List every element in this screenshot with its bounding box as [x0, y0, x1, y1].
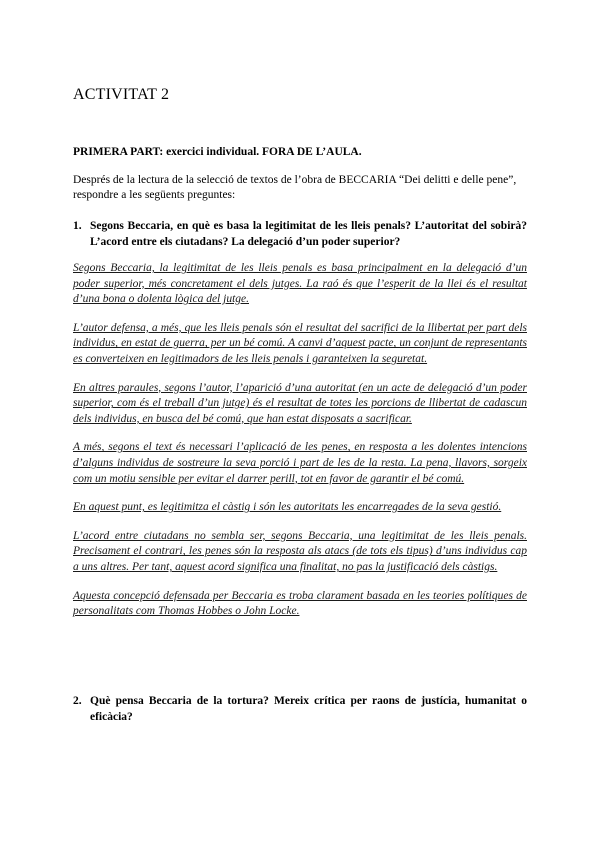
activity-title: ACTIVITAT 2	[73, 86, 170, 103]
question-text: Què pensa Beccaria de la tortura? Mereix crítica per raons de justícia, humanitat o eficàcia?	[90, 695, 527, 723]
question-1	[73, 218, 527, 250]
question-number: 2.	[73, 695, 82, 707]
answer-paragraph: Aquesta concepció defensada per Beccaria es troba clarament basada en les teories polítiques de personalitats com Thomas Hobbes o John Locke.	[73, 589, 527, 618]
answer-paragraph: En aquest punt, es legitimitza el càstig i són les autoritats les encarregades de la seva gestió.	[73, 501, 502, 514]
part-heading: PRIMERA PART: exercici individual. FORA DE L’AULA.	[73, 146, 362, 158]
answer-block	[73, 261, 527, 633]
question-2	[73, 693, 527, 725]
answer-paragraph: L’acord entre ciutadans no sembla ser, segons Beccaria, una legitimitat de les lleis penals. Precisament el contrari, les penes són la resposta als atacs (de tots els tipus) d’uns individus cap a uns altres. Per tant, aquest acord significa una finalitat, no pas la justificació dels càstigs.	[73, 529, 527, 573]
question-text: Segons Beccaria, en què es basa la legitimitat de les lleis penals? L’autoritat del sobirà? L’acord entre els ciutadans? La delegació d’un poder superior?	[90, 220, 527, 248]
answer-paragraph: A més, segons el text és necessari l’aplicació de les penes, en resposta a les dolentes intencions d’alguns individus de sostreure la seva porció i part de les de la resta. La pena, llavors, sorgeix com un motiu sensible per evitar el darrer perill, tot en favor de garantir el bé comú.	[73, 441, 527, 485]
answer-paragraph: En altres paraules, segons l’autor, l’aparició d’una autoritat (en un acte de delegació d’un poder superior, com és el treball d’un jutge) és el resultat de totes les porcions de llibertat de cadascun dels individus, en busca del bé comú, que han estat disposats a sacrificar.	[73, 381, 527, 425]
intro-paragraph: Després de la lectura de la selecció de textos de l’obra de BECCARIA “Dei delitti e delle pene”, respondre a les següents preguntes:	[73, 174, 517, 201]
answer-paragraph: Segons Beccaria, la legitimitat de les lleis penals es basa principalment en la delegació d’un poder superior, més concretament el dels jutges. La raó és que l’esperit de la llei és el resultat d’una bona o dolenta lògica del jutge.	[73, 262, 527, 306]
answer-paragraph: L’autor defensa, a més, que les lleis penals són el resultat del sacrifici de la llibertat per part dels individus, en estat de guerra, per un bé comú. A canvi d’aquest pacte, un conjunt de representants es converteixen en legitimadors de les lleis penals i garanteixen la seguretat.	[73, 321, 527, 365]
question-number: 1.	[73, 220, 82, 232]
